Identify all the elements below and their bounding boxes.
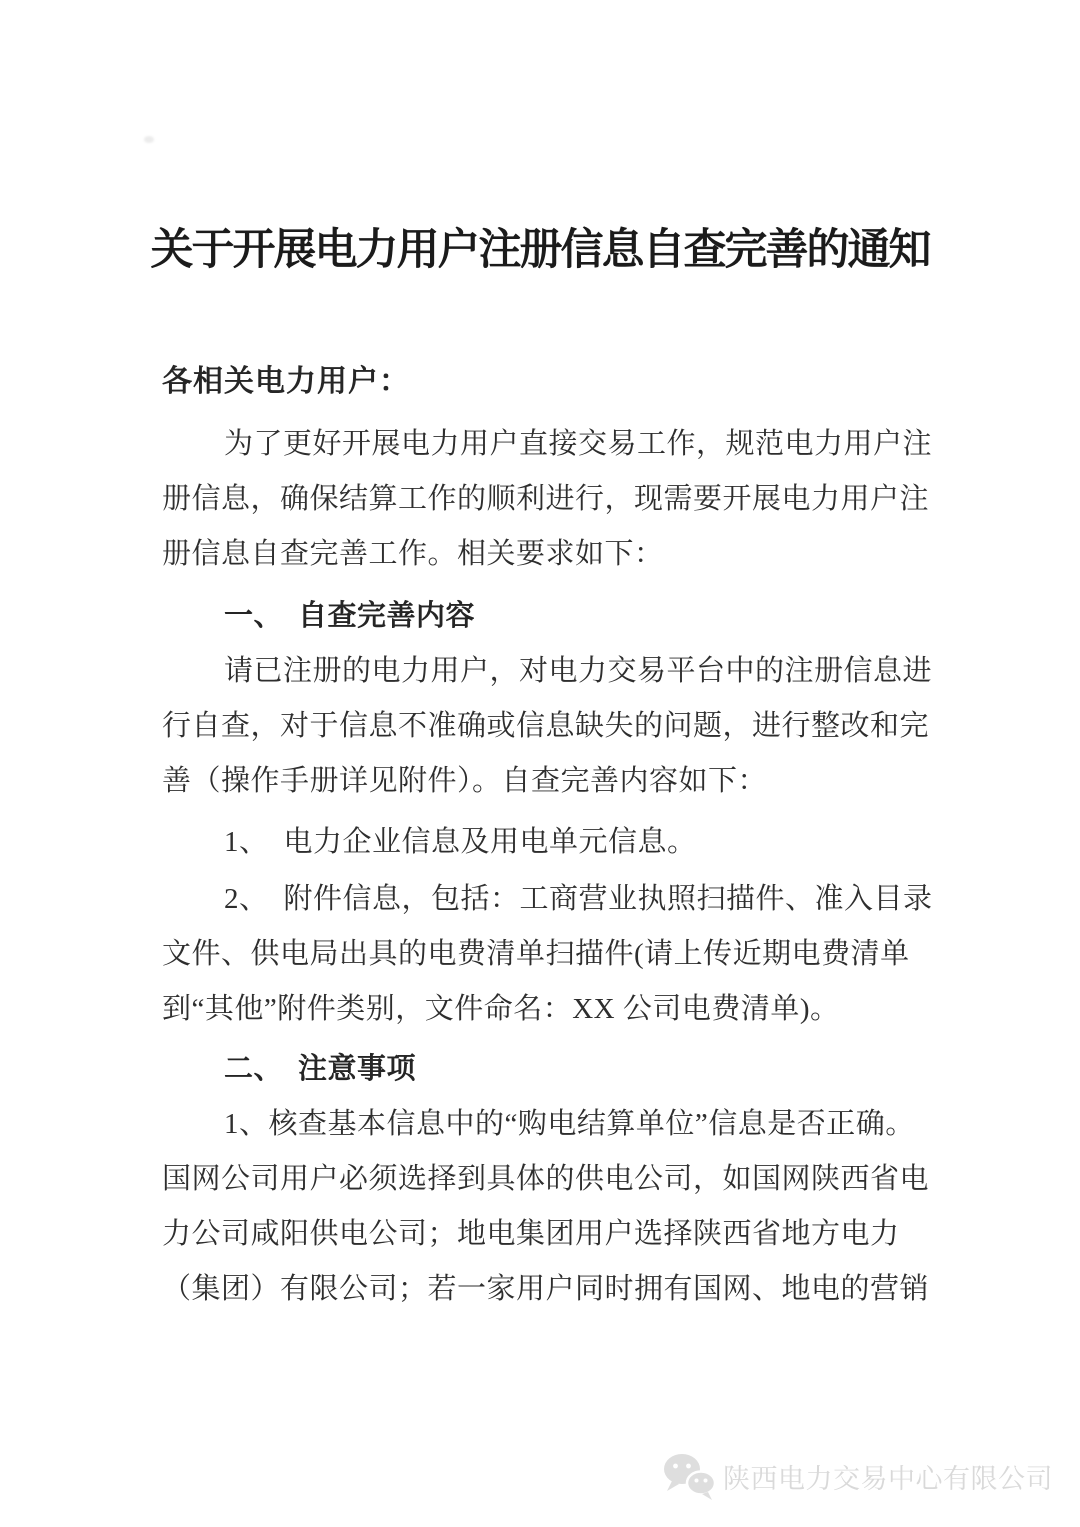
list-item-line: 1、 电力企业信息及用电单元信息。 [224, 826, 697, 858]
paragraph-line: 到“其他”附件类别，文件命名：XX 公司电费清单)。 [162, 993, 840, 1025]
paragraph-line: （集团）有限公司；若一家用户同时拥有国网、地电的营销 [162, 1273, 930, 1305]
salutation-line: 各相关电力用户： [162, 365, 410, 398]
paragraph-line: 文件、供电局出具的电费清单扫描件(请上传近期电费清单 [162, 938, 910, 970]
paragraph-line: 册信息，确保结算工作的顺利进行，现需要开展电力用户注 [162, 483, 930, 515]
section-heading-2: 二、 注意事项 [224, 1053, 417, 1085]
watermark-company-label: 陕西电力交易中心有限公司 [723, 1463, 1053, 1494]
scan-artifact [144, 136, 154, 143]
paragraph-line: 请已注册的电力用户，对电力交易平台中的注册信息进 [224, 655, 933, 687]
watermark [660, 1450, 1053, 1502]
paragraph-line: 册信息自查完善工作。相关要求如下： [162, 538, 664, 570]
document-title: 关于开展电力用户注册信息自查完善的通知 [150, 227, 930, 274]
list-item-line: 1、核查基本信息中的“购电结算单位”信息是否正确。 [224, 1108, 915, 1140]
section-heading-1: 一、 自查完善内容 [224, 600, 476, 632]
list-item-line: 2、 附件信息，包括：工商营业执照扫描件、准入目录 [224, 883, 933, 915]
wechat-logo-icon [660, 1450, 718, 1502]
paragraph-line: 行自查，对于信息不准确或信息缺失的问题，进行整改和完 [162, 710, 930, 742]
paragraph-line: 善（操作手册详见附件）。自查完善内容如下： [162, 765, 768, 797]
paragraph-line: 力公司咸阳供电公司；地电集团用户选择陕西省地方电力 [162, 1218, 900, 1250]
document-body [162, 417, 933, 1317]
paragraph-line: 国网公司用户必须选择到具体的供电公司，如国网陕西省电 [162, 1163, 930, 1195]
paragraph-line: 为了更好开展电力用户直接交易工作，规范电力用户注 [224, 428, 933, 460]
